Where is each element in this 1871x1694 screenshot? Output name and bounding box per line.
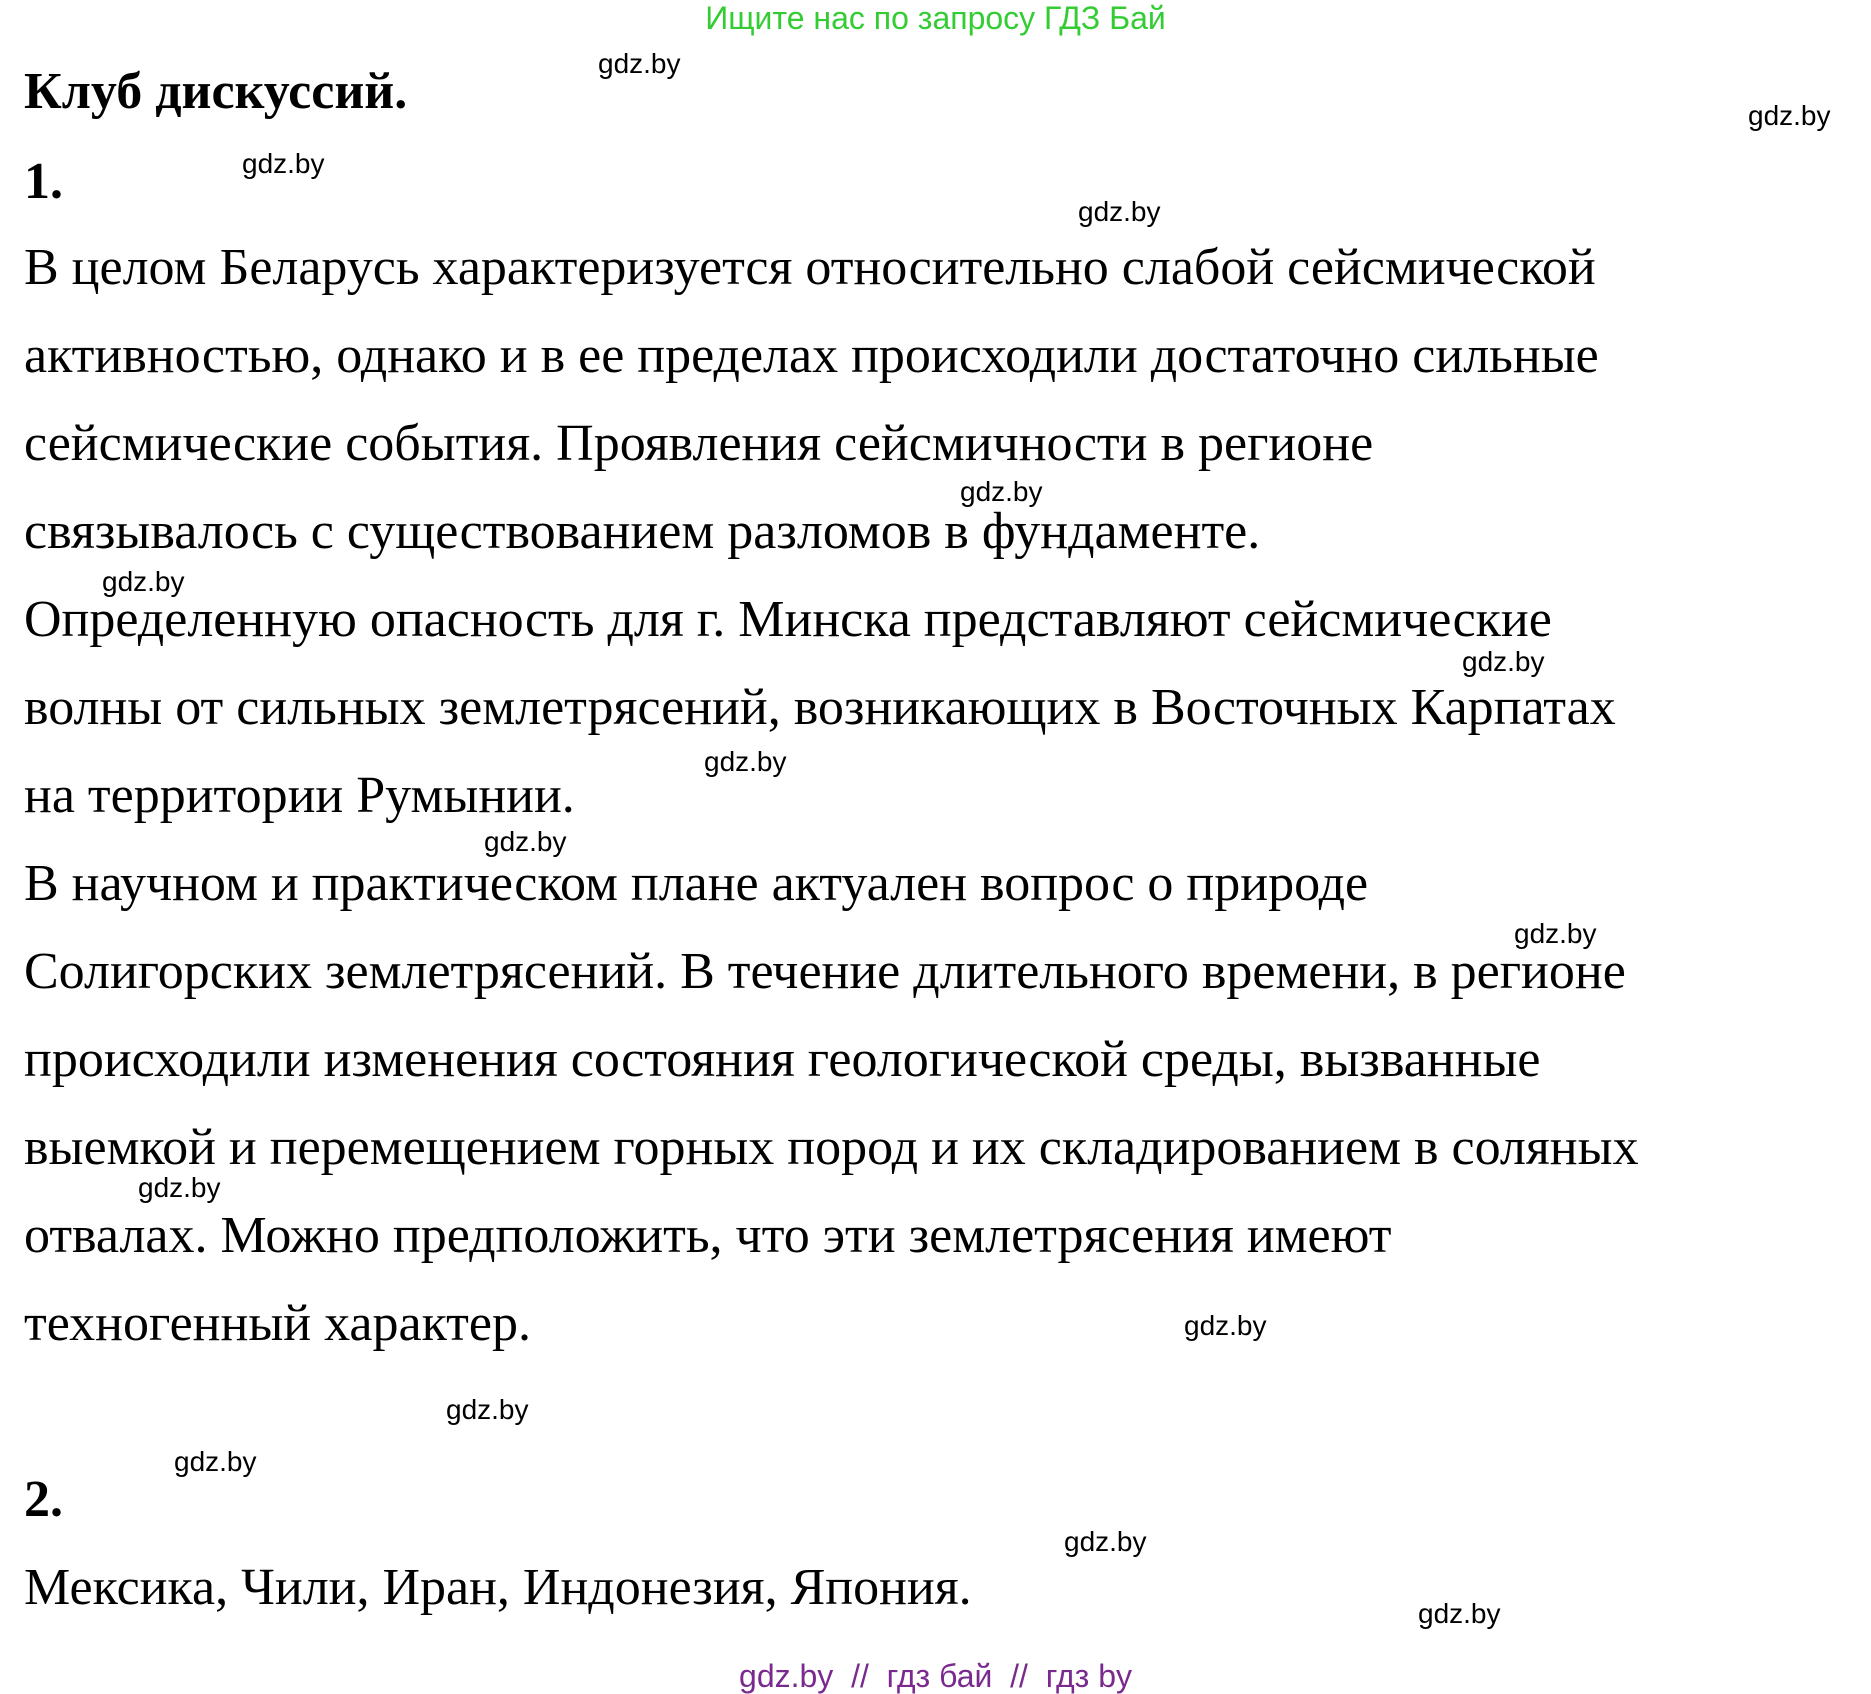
answer-line: В целом Беларусь характеризуется относительно слабой сейсмической xyxy=(24,239,1596,296)
answer-line: происходили изменения состояния геологической среды, вызванные xyxy=(24,1031,1541,1088)
answer-line: активностью, однако и в ее пределах происходили достаточно сильные xyxy=(24,327,1599,384)
watermark: gdz.by xyxy=(1748,100,1831,131)
answer-line: сейсмические события. Проявления сейсмичности в регионе xyxy=(24,415,1374,472)
watermark: gdz.by xyxy=(446,1394,529,1425)
watermark: gdz.by xyxy=(1462,646,1545,677)
watermark: gdz.by xyxy=(598,48,681,79)
watermark: gdz.by xyxy=(484,826,567,857)
watermark: gdz.by xyxy=(960,476,1043,507)
answer-line: связывалось с существованием разломов в фундаменте. xyxy=(24,503,1261,560)
answer-line: отвалах. Можно предположить, что эти землетрясения имеют xyxy=(24,1207,1392,1264)
answer-line: В научном и практическом плане актуален вопрос о природе xyxy=(24,855,1369,912)
answer-line: Определенную опасность для г. Минска представляют сейсмические xyxy=(24,591,1552,648)
watermark: gdz.by xyxy=(1184,1310,1267,1341)
answer-line: на территории Румынии. xyxy=(24,767,575,824)
answer-line: выемкой и перемещением горных пород и их складированием в соляных xyxy=(24,1119,1639,1176)
watermark: gdz.by xyxy=(704,746,787,777)
section-title: Клуб дискуссий. xyxy=(24,63,408,120)
watermark: gdz.by xyxy=(1064,1526,1147,1557)
watermark: gdz.by xyxy=(242,148,325,179)
watermark: gdz.by xyxy=(1514,918,1597,949)
answer-line: Мексика, Чили, Иран, Индонезия, Япония. xyxy=(24,1559,972,1616)
answer-line: Солигорских землетрясений. В течение длительного времени, в регионе xyxy=(24,943,1626,1000)
watermark: gdz.by xyxy=(1418,1598,1501,1629)
footer-links: gdz.by // гдз бай // гдз by xyxy=(739,1658,1132,1694)
watermark: gdz.by xyxy=(1078,196,1161,227)
answer-line: волны от сильных землетрясений, возникающих в Восточных Карпатах xyxy=(24,679,1616,736)
answer-line: техногенный характер. xyxy=(24,1295,531,1352)
watermark: gdz.by xyxy=(174,1446,257,1477)
task-2-number: 2. xyxy=(24,1471,63,1528)
watermark: gdz.by xyxy=(138,1172,221,1203)
top-banner: Ищите нас по запросу ГДЗ Бай xyxy=(705,0,1166,36)
watermark: gdz.by xyxy=(102,566,185,597)
task-1-number: 1. xyxy=(24,153,63,210)
